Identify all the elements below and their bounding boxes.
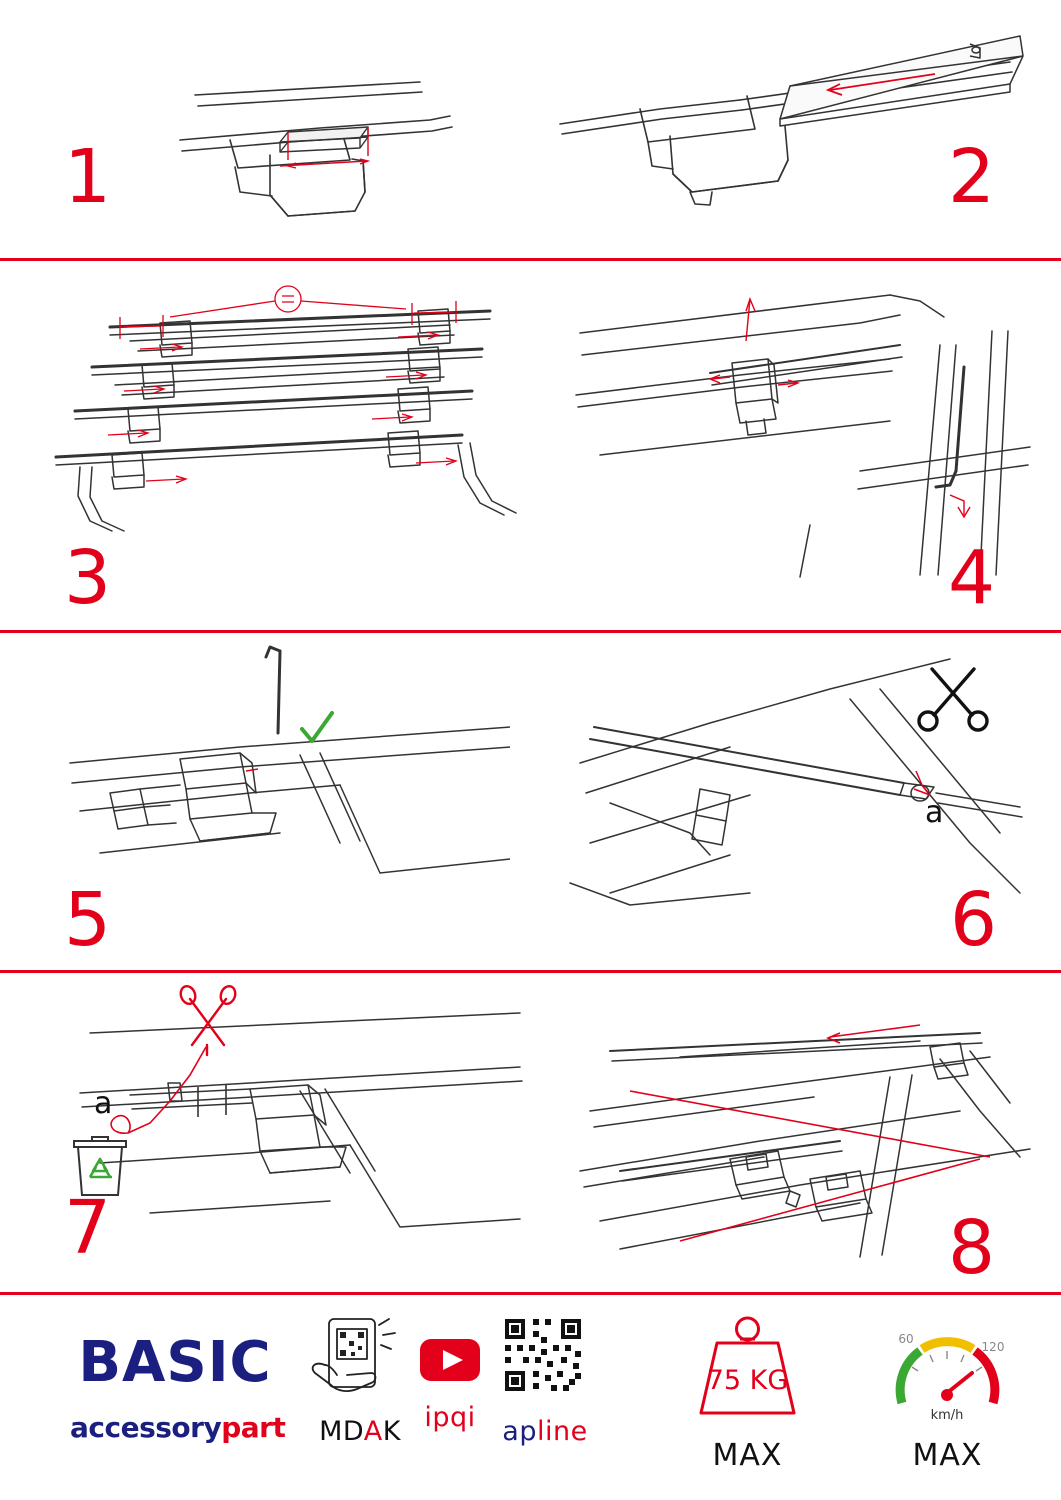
apline-prefix: ap (502, 1416, 537, 1447)
step-number-3: 3 (64, 535, 112, 621)
mdak-prefix: MD (319, 1416, 364, 1447)
step-1-illustration (120, 20, 520, 250)
apline-suffix: line (536, 1416, 588, 1447)
speed-tick-120: 120 (981, 1340, 1005, 1354)
scissors-icon-7 (178, 984, 237, 1055)
logo-apline (475, 1313, 615, 1447)
weight-max-caption: MAX (712, 1438, 783, 1473)
brand-block (70, 1330, 286, 1444)
mdak-accent: A (363, 1416, 383, 1447)
step-panel-8 (530, 973, 1061, 1292)
speed-unit: km/h (930, 1408, 964, 1423)
step-number-5: 5 (64, 877, 112, 963)
speedometer-icon (860, 1307, 1035, 1427)
step-panel-4 (530, 261, 1061, 630)
step-number-2: 2 (948, 134, 996, 220)
qr-code-icon[interactable] (475, 1313, 615, 1399)
brand-subtitle-prefix: accessory (70, 1411, 222, 1444)
weight-value: 75 KG (706, 1365, 789, 1396)
step-7-illustration (50, 983, 530, 1243)
speed-max-caption: MAX (912, 1438, 983, 1473)
step-7-label-a: a (94, 1086, 113, 1121)
mdak-suffix: K (382, 1416, 401, 1447)
speed-tick-60: 60 (898, 1332, 914, 1346)
logo-ipqi-caption: ipqi (424, 1402, 476, 1433)
step-number-4: 4 (948, 535, 996, 621)
step-panel-2 (530, 0, 1061, 258)
step-5-illustration (40, 643, 510, 913)
step-number-8: 8 (948, 1205, 996, 1291)
footer-bar (0, 1295, 1061, 1500)
step-number-6: 6 (950, 877, 998, 963)
speed-limit (860, 1307, 1035, 1473)
weight-icon (660, 1307, 835, 1427)
brand-subtitle (70, 1411, 286, 1444)
logo-apline-caption (475, 1416, 615, 1447)
scissors-icon (919, 669, 987, 730)
step-panel-5 (0, 633, 530, 970)
step-panel-3 (0, 261, 530, 630)
step-number-7: 7 (64, 1185, 112, 1271)
step-panel-6 (530, 633, 1061, 970)
step-number-1: 1 (64, 134, 112, 220)
step-3-illustration (20, 281, 520, 541)
weight-limit (660, 1307, 835, 1473)
brand-name: BASIC (78, 1330, 272, 1395)
step-6-label-a: a (925, 795, 944, 830)
brand-subtitle-suffix: part (221, 1411, 286, 1444)
step-panel-7 (0, 973, 530, 1292)
step-panel-1 (0, 0, 530, 258)
